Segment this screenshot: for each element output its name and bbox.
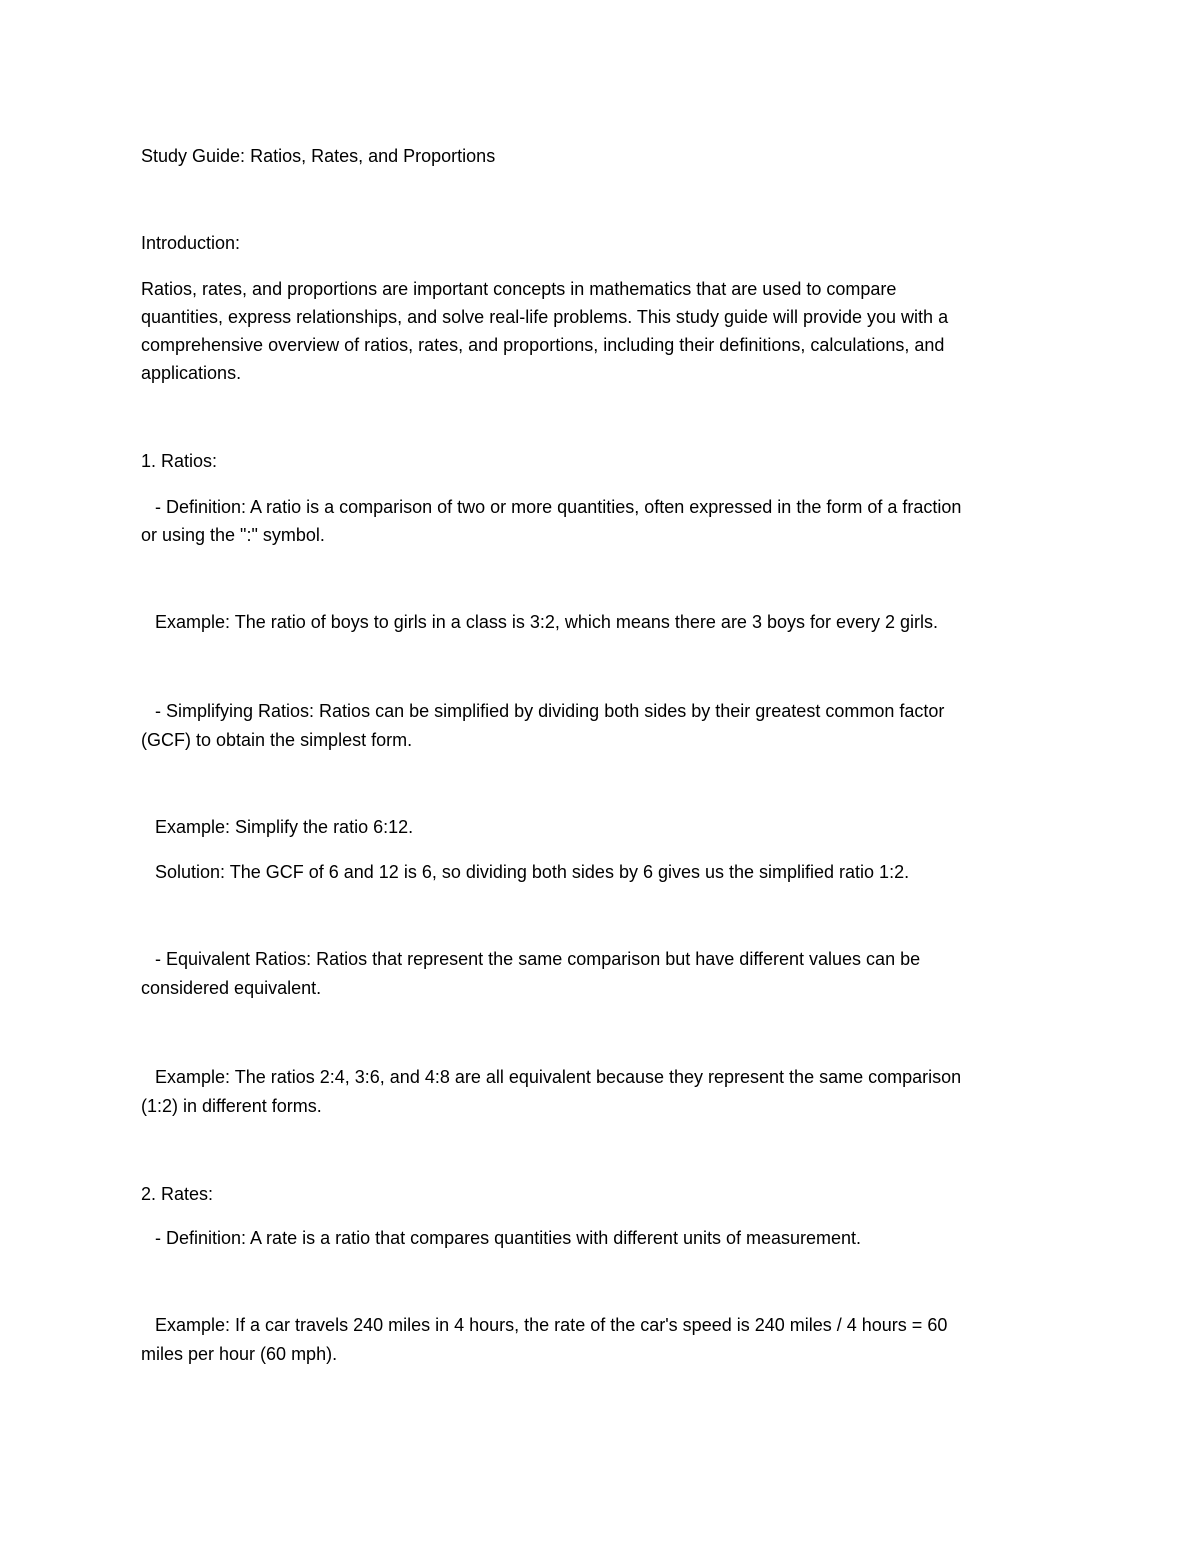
ratios-example-2: Example: Simplify the ratio 6:12.: [155, 817, 414, 837]
equivalent-ratios-line-1: - Equivalent Ratios: Ratios that represent the same comparison but have different values can be: [155, 949, 921, 969]
ratios-example-3-line-2: (1:2) in different forms.: [141, 1096, 322, 1116]
introduction-line-4: applications.: [141, 363, 242, 383]
ratios-definition-line-2: or using the ":" symbol.: [141, 525, 325, 545]
introduction-line-1: Ratios, rates, and proportions are important concepts in mathematics that are used to compare: [141, 279, 897, 299]
introduction-line-2: quantities, express relationships, and solve real-life problems. This study guide will provide you with a: [141, 307, 949, 327]
ratios-solution-2: Solution: The GCF of 6 and 12 is 6, so dividing both sides by 6 gives us the simplified ratio 1:2.: [155, 862, 910, 882]
rates-heading: 2. Rates:: [141, 1184, 214, 1204]
simplifying-ratios-line-1: - Simplifying Ratios: Ratios can be simplified by dividing both sides by their greatest common factor: [155, 701, 945, 721]
ratios-example-3-line-1: Example: The ratios 2:4, 3:6, and 4:8 are all equivalent because they represent the same comparison: [155, 1067, 962, 1087]
rates-example-line-1: Example: If a car travels 240 miles in 4 hours, the rate of the car's speed is 240 miles / 4 hours = 60: [155, 1315, 948, 1335]
introduction-line-3: comprehensive overview of ratios, rates, and proportions, including their definitions, calculations, and: [141, 335, 945, 355]
rates-definition: - Definition: A rate is a ratio that compares quantities with different units of measurement.: [155, 1228, 862, 1248]
introduction-heading: Introduction:: [141, 233, 241, 253]
ratios-definition-line-1: - Definition: A ratio is a comparison of two or more quantities, often expressed in the form of a fraction: [155, 497, 962, 517]
ratios-example-1: Example: The ratio of boys to girls in a class is 3:2, which means there are 3 boys for every 2 girls.: [155, 612, 939, 632]
rates-example-line-2: miles per hour (60 mph).: [141, 1344, 338, 1364]
simplifying-ratios-line-2: (GCF) to obtain the simplest form.: [141, 730, 413, 750]
ratios-heading: 1. Ratios:: [141, 451, 218, 471]
document-title: Study Guide: Ratios, Rates, and Proportions: [141, 146, 496, 166]
equivalent-ratios-line-2: considered equivalent.: [141, 978, 322, 998]
